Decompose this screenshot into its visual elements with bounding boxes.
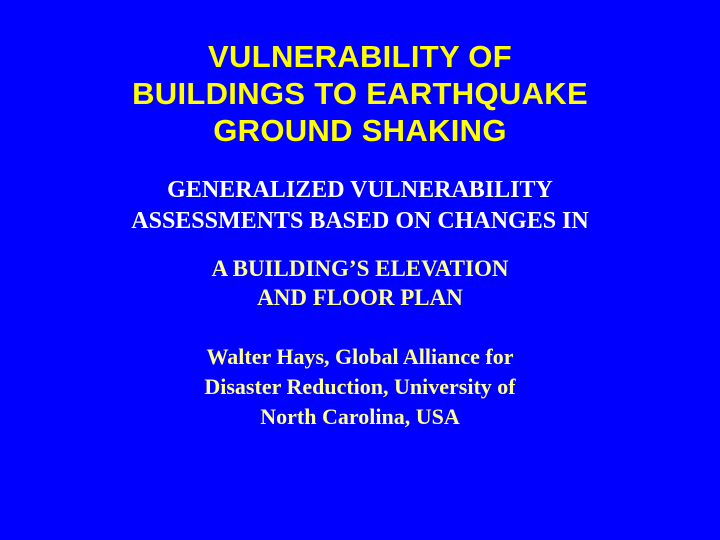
focus-line-2: AND FLOOR PLAN <box>257 285 463 310</box>
title-line-1: VULNERABILITY OF <box>208 39 512 74</box>
title-line-3: GROUND SHAKING <box>213 113 507 148</box>
slide-subtitle <box>20 175 700 237</box>
author-line-2: Disaster Reduction, University of <box>204 374 516 399</box>
author-line-1: Walter Hays, Global Alliance for <box>206 344 514 369</box>
slide-focus-text <box>20 254 700 312</box>
slide-author-affiliation <box>40 342 680 432</box>
subtitle-line-1: GENERALIZED VULNERABILITY <box>167 177 553 203</box>
title-line-2: BUILDINGS TO EARTHQUAKE <box>132 76 588 111</box>
slide-title <box>30 38 690 149</box>
subtitle-line-2: ASSESSMENTS BASED ON CHANGES IN <box>131 208 589 234</box>
author-line-3: North Carolina, USA <box>260 404 460 429</box>
focus-line-1: A BUILDING’S ELEVATION <box>211 256 509 281</box>
